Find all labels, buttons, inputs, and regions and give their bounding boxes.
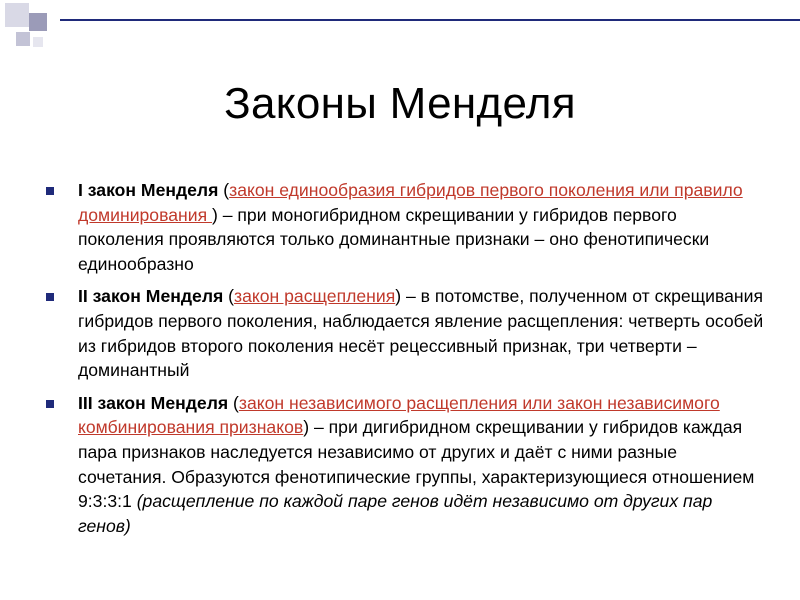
square-bullet-icon xyxy=(46,293,54,301)
decor-square xyxy=(33,37,43,47)
law-title: III закон Менделя xyxy=(78,392,229,413)
paren-open: ( xyxy=(228,392,239,413)
law-item-2 xyxy=(46,284,766,382)
square-bullet-icon xyxy=(46,187,54,195)
decor-square xyxy=(5,3,29,27)
paren-open: ( xyxy=(218,180,230,200)
decor-square xyxy=(29,13,47,31)
law-link[interactable]: закон независимого расщепления или закон независимого комбинирования признаков xyxy=(78,392,720,438)
square-bullet-icon xyxy=(46,400,54,408)
paren-open: ( xyxy=(223,286,235,307)
slide-title: Законы Менделя xyxy=(224,79,576,128)
law-text: – при моногибридном скрещивании у гибридов первого поколения проявляются только доминантные признаки – оно фенотипически единообразно xyxy=(78,204,710,274)
law-title: I закон Менделя xyxy=(78,180,219,200)
law-text: – в потомстве, полученном от скрещивания гибридов первого поколения, наблюдается явление расщепления: четверть особей из гибридов второго поколения несёт рецессивный признак, три четверти – доминантный xyxy=(78,286,764,381)
law-title: II закон Менделя xyxy=(78,286,224,307)
law-note: (расщепление по каждой паре генов идёт независимо от других пар генов) xyxy=(78,491,713,536)
paren-close: ) xyxy=(395,286,402,307)
law-link[interactable]: закон расщепления xyxy=(234,286,396,307)
law-text: – при дигибридном скрещивании у гибридов каждая пара признаков наследуется независимо от других и даёт с ними разные сочетания. Образуются фенотипические группы, характеризующиеся отношением 9:3:3:1 xyxy=(78,417,755,512)
laws-list xyxy=(46,178,766,546)
paren-close: ) xyxy=(211,204,218,225)
law-item-3 xyxy=(46,391,766,539)
law-link[interactable]: закон единообразия гибридов первого поколения или правило доминирования xyxy=(78,180,743,225)
law-item-1 xyxy=(46,178,766,276)
top-divider xyxy=(60,19,800,21)
paren-close: ) xyxy=(303,417,310,438)
decor-square xyxy=(16,32,30,46)
corner-squares-icon xyxy=(0,0,70,60)
